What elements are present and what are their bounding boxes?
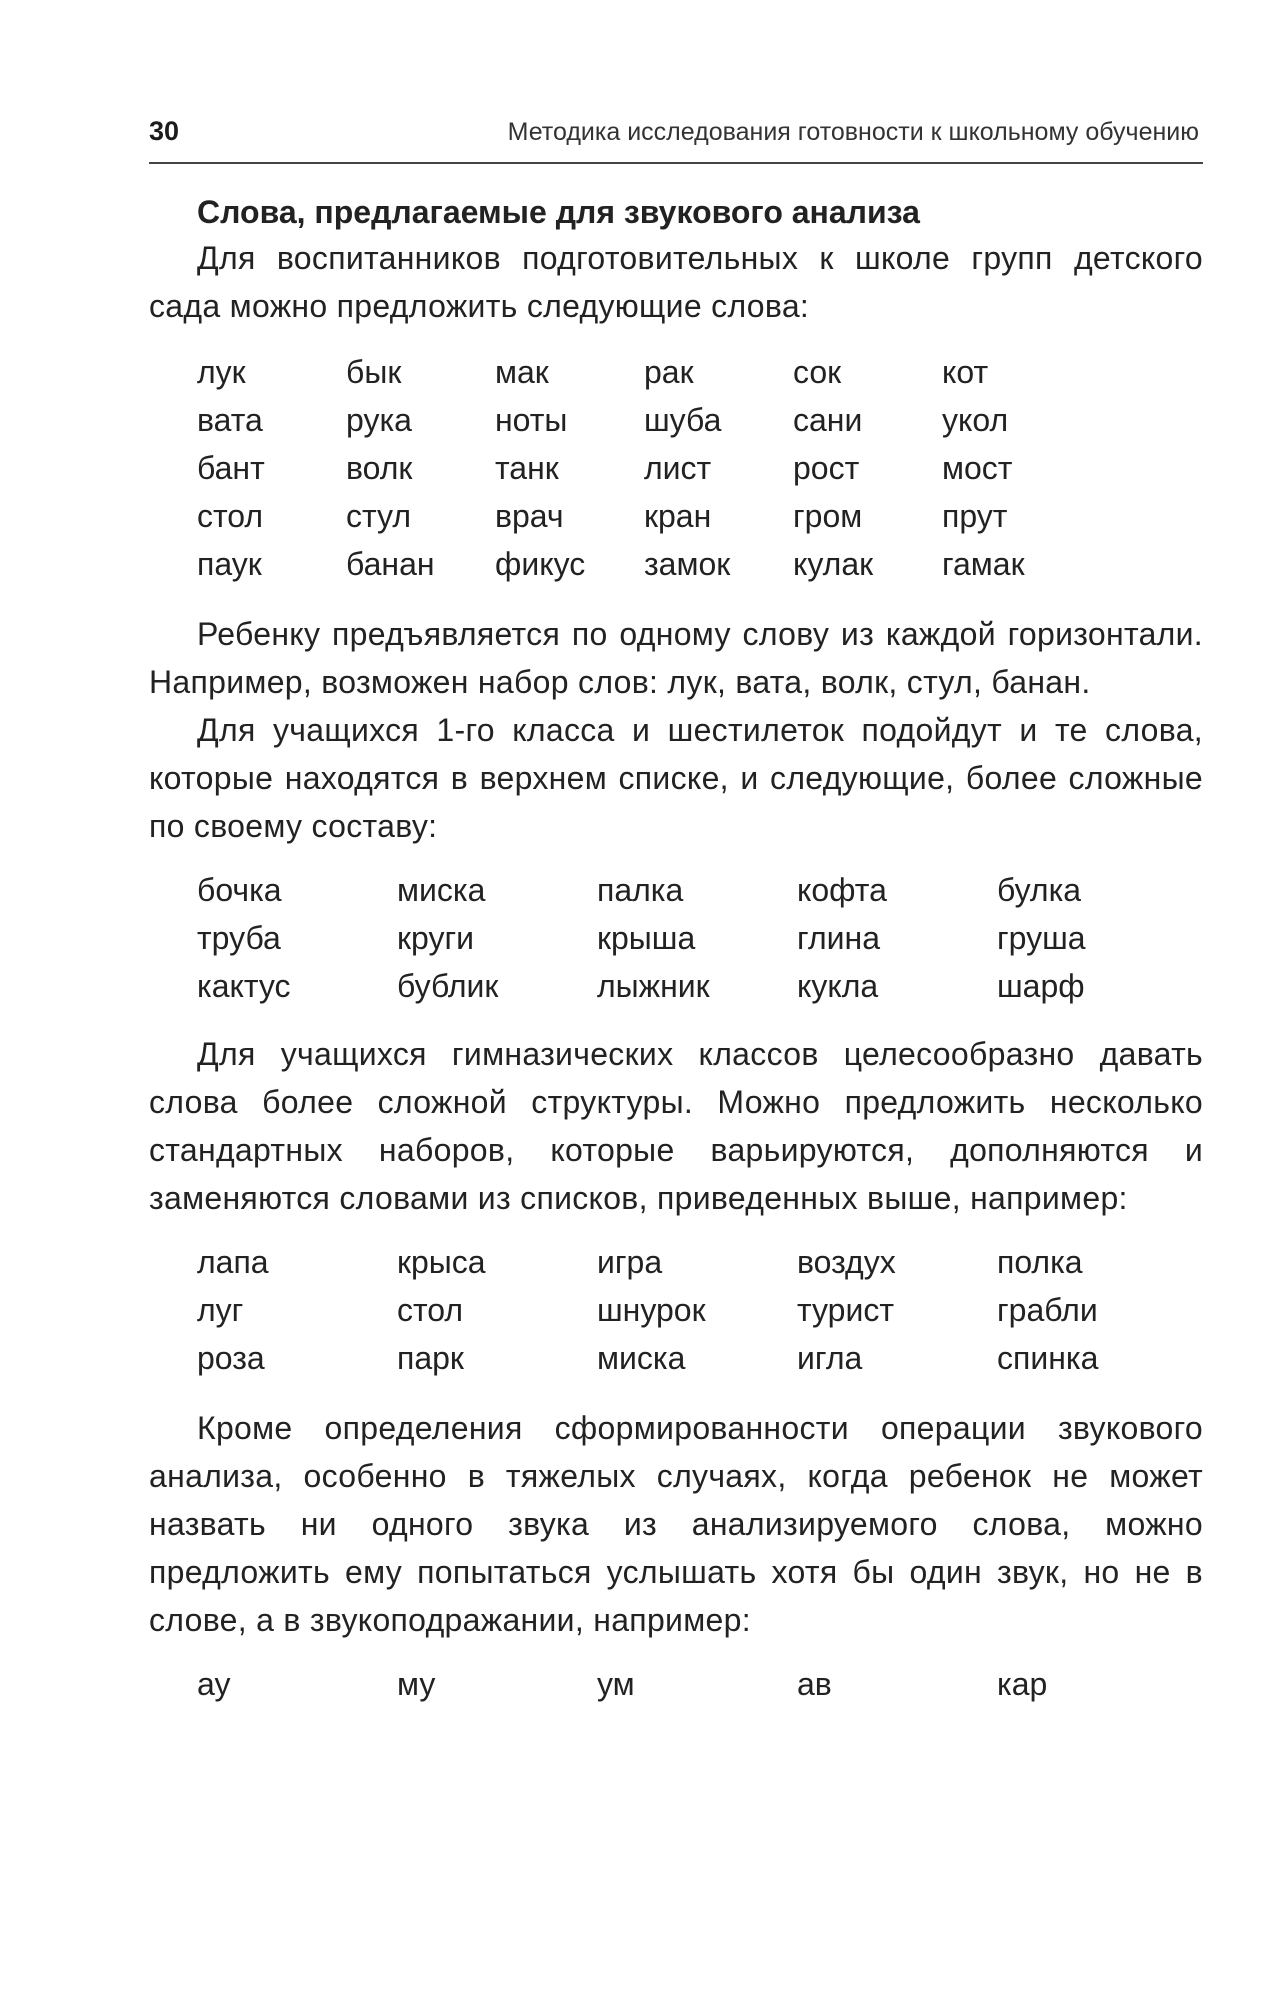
- page-header: [149, 112, 1203, 164]
- word-item: полка: [997, 1244, 1083, 1280]
- word-item: бант: [197, 450, 265, 486]
- word-item: сок: [793, 354, 842, 390]
- word-item: шнурок: [597, 1292, 706, 1328]
- paragraph-5: Кроме определения сформированности операции звукового анализа, особенно в тяжелых случаях, когда ребенок не может назвать ни одного звука из анализируемого слова, можно предложить ему попытаться услышать хотя бы один звук, но не в слове, а в звукоподражании, например:: [149, 1410, 1203, 1638]
- word-item: вата: [197, 402, 263, 438]
- word-row: [197, 1334, 1203, 1382]
- word-item: прут: [942, 498, 1008, 534]
- word-item: рак: [644, 354, 694, 390]
- word-item: паук: [197, 546, 262, 582]
- word-row: [197, 1660, 1203, 1708]
- word-item: ау: [197, 1666, 231, 1702]
- word-row: [197, 1286, 1203, 1334]
- word-item: ум: [597, 1666, 635, 1702]
- word-item: рука: [346, 402, 412, 438]
- word-item: лапа: [197, 1244, 269, 1280]
- paragraph-3: Для учащихся 1-го класса и шестилеток подойдут и те слова, которые находятся в верхнем списке, и следующие, более сложные по своему составу:: [149, 712, 1203, 844]
- word-item: роза: [197, 1340, 265, 1376]
- word-item: лист: [644, 450, 712, 486]
- word-row: [197, 396, 1203, 444]
- word-list-2: [197, 866, 1203, 1010]
- word-item: фикус: [495, 546, 586, 582]
- word-item: спинка: [997, 1340, 1099, 1376]
- paragraph-1: Для воспитанников подготовительных к школе групп детского сада можно предложить следующие слова:: [149, 240, 1203, 324]
- word-item: крыша: [597, 920, 696, 956]
- word-item: укол: [942, 402, 1009, 438]
- word-item: мост: [942, 450, 1013, 486]
- word-item: луг: [197, 1292, 244, 1328]
- word-item: миска: [597, 1340, 686, 1376]
- word-list-1: [197, 348, 1203, 588]
- word-item: кот: [942, 354, 989, 390]
- word-item: игла: [797, 1340, 863, 1376]
- word-item: воздух: [797, 1244, 896, 1280]
- word-row: [197, 866, 1203, 914]
- word-item: крыса: [397, 1244, 486, 1280]
- word-item: сани: [793, 402, 863, 438]
- word-item: замок: [644, 546, 731, 582]
- word-item: рост: [793, 450, 860, 486]
- word-item: лыжник: [597, 968, 710, 1004]
- word-item: глина: [797, 920, 880, 956]
- word-item: игра: [597, 1244, 663, 1280]
- section-title: Слова, предлагаемые для звукового анализа: [197, 194, 920, 230]
- word-item: миска: [397, 872, 486, 908]
- word-item: кран: [644, 498, 712, 534]
- paragraph-2: Ребенку предъявляется по одному слову из каждой горизонтали. Например, возможен набор слов: лук, вата, волк, стул, банан.: [149, 616, 1203, 700]
- word-row: [197, 962, 1203, 1010]
- word-item: кофта: [797, 872, 887, 908]
- word-list-3: [197, 1238, 1203, 1382]
- word-item: кукла: [797, 968, 879, 1004]
- word-item: кулак: [793, 546, 874, 582]
- word-item: грабли: [997, 1292, 1098, 1328]
- word-item: стол: [197, 498, 264, 534]
- word-item: волк: [346, 450, 413, 486]
- word-item: палка: [597, 872, 684, 908]
- word-list-4: [197, 1660, 1203, 1708]
- word-item: стул: [346, 498, 411, 534]
- word-item: груша: [997, 920, 1086, 956]
- word-item: гамак: [942, 546, 1025, 582]
- word-item: танк: [495, 450, 559, 486]
- word-item: бублик: [397, 968, 499, 1004]
- word-item: круги: [397, 920, 474, 956]
- word-item: му: [397, 1666, 436, 1702]
- word-item: мак: [495, 354, 549, 390]
- word-item: ав: [797, 1666, 832, 1702]
- word-item: бочка: [197, 872, 282, 908]
- word-item: банан: [346, 546, 435, 582]
- word-item: шуба: [644, 402, 722, 438]
- word-row: [197, 348, 1203, 396]
- word-item: булка: [997, 872, 1082, 908]
- word-item: кактус: [197, 968, 291, 1004]
- word-item: стол: [397, 1292, 464, 1328]
- page-content: [149, 190, 1203, 1724]
- word-item: бык: [346, 354, 402, 390]
- word-item: ноты: [495, 402, 568, 438]
- word-row: [197, 444, 1203, 492]
- word-item: лук: [197, 354, 246, 390]
- page-number: 30: [149, 116, 180, 146]
- word-row: [197, 540, 1203, 588]
- word-item: турист: [797, 1292, 894, 1328]
- word-row: [197, 914, 1203, 962]
- word-item: парк: [397, 1340, 464, 1376]
- word-item: врач: [495, 498, 564, 534]
- word-item: шарф: [997, 968, 1085, 1004]
- word-row: [197, 1238, 1203, 1286]
- running-title: Методика исследования готовности к школьному обучению: [507, 118, 1199, 146]
- word-row: [197, 492, 1203, 540]
- paragraph-4: Для учащихся гимназических классов целесообразно давать слова более сложной структуры. Можно предложить несколько стандартных наборов, которые варьируются, дополняются и заменяются словами из списков, приведенных выше, например:: [149, 1036, 1203, 1216]
- word-item: кар: [997, 1666, 1048, 1702]
- word-item: труба: [197, 920, 281, 956]
- word-item: гром: [793, 498, 863, 534]
